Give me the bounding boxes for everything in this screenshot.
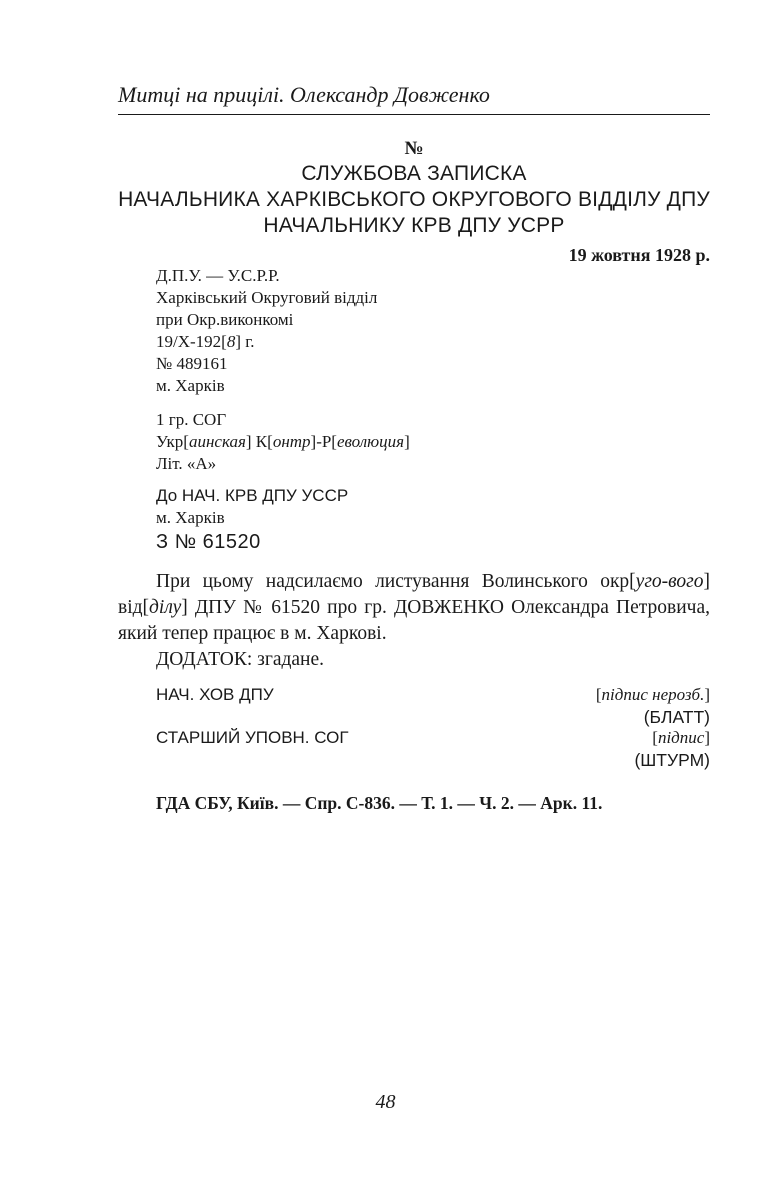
title-line-2: НАЧАЛЬНИКА ХАРКІВСЬКОГО ОКРУГОВОГО ВІДДІЛУ ДПУ bbox=[118, 188, 710, 211]
document-number: № bbox=[404, 138, 424, 159]
signature-block-1 bbox=[596, 684, 710, 728]
body-paragraph: При цьому надсилаємо листування Волинського окр[уго-вого] від[ділу] ДПУ № 61520 про гр. ДОВЖЕНКО Олександра Петровича, який тепер працює в м. Харкові. bbox=[118, 571, 710, 644]
signature-name-1: (БЛАТТ) bbox=[643, 707, 710, 727]
group-block bbox=[156, 409, 696, 475]
signature-note-2: [підпис] bbox=[652, 728, 710, 747]
sender-line-3: при Окр.виконкомі bbox=[156, 310, 294, 329]
sender-line-2: Харківський Округовий відділ bbox=[156, 288, 378, 307]
signature-title-1: НАЧ. ХОВ ДПУ bbox=[156, 685, 274, 704]
running-header: Митці на прицілі. Олександр Довженко bbox=[118, 82, 490, 107]
sender-line-4: 19/X-192[8] г. bbox=[156, 332, 255, 351]
signature-note-1: [підпис нерозб.] bbox=[595, 685, 710, 704]
title-block bbox=[118, 137, 710, 239]
group-line-1: 1 гр. СОГ bbox=[156, 410, 227, 429]
addendum: ДОДАТОК: згадане. bbox=[156, 649, 325, 670]
sender-line-6: м. Харків bbox=[156, 376, 225, 395]
body-text bbox=[118, 569, 710, 673]
header-divider bbox=[118, 114, 710, 115]
recipient-line-2: м. Харків bbox=[156, 508, 225, 527]
page-number: 48 bbox=[375, 1091, 396, 1113]
signature-block-2 bbox=[634, 727, 710, 771]
archive-reference: ГДА СБУ, Київ. — Спр. С-836. — Т. 1. — Ч. 2. — Арк. 11. bbox=[156, 793, 603, 813]
sender-line-1: Д.П.У. — У.С.Р.Р. bbox=[156, 266, 280, 285]
recipient-block bbox=[156, 485, 696, 555]
document-date: 19 жовтня 1928 р. bbox=[568, 245, 710, 265]
group-line-2: Укр[аинская] К[онтр]-Р[еволюция] bbox=[156, 432, 410, 451]
group-line-3: Літ. «А» bbox=[156, 454, 217, 473]
recipient-line-1: До НАЧ. КРВ ДПУ УССР bbox=[156, 486, 349, 505]
signature-title-2: СТАРШИЙ УПОВН. СОГ bbox=[156, 728, 349, 747]
sender-line-5: № 489161 bbox=[156, 354, 228, 373]
signature-name-2: (ШТУРМ) bbox=[634, 750, 710, 770]
sender-block bbox=[156, 265, 696, 397]
title-line-3: НАЧАЛЬНИКУ КРВ ДПУ УСРР bbox=[263, 214, 565, 237]
recipient-line-3: З № 61520 bbox=[156, 531, 261, 553]
title-line-1: СЛУЖБОВА ЗАПИСКА bbox=[301, 162, 527, 185]
